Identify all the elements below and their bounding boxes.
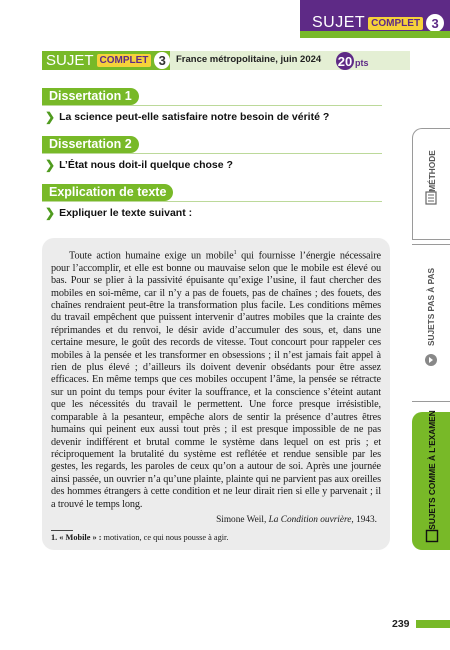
subject-complet-badge: COMPLET bbox=[97, 54, 152, 67]
section-divider bbox=[42, 201, 382, 202]
banner-complet-badge: COMPLET bbox=[368, 17, 423, 30]
exam-source: France métropolitaine, juin 2024 bbox=[176, 54, 322, 65]
section-divider bbox=[42, 153, 382, 154]
section-heading-dissertation-2: Dissertation 2 bbox=[42, 136, 139, 153]
subject-number: 3 bbox=[154, 52, 170, 69]
points-value: 20 bbox=[337, 53, 353, 69]
section-heading-dissertation-1: Dissertation 1 bbox=[42, 88, 139, 105]
question-text: L’État nous doit-il quelque chose ? bbox=[59, 159, 233, 171]
page-number: 239 bbox=[392, 618, 410, 630]
attribution bbox=[51, 515, 377, 525]
footnote-mark: 1 bbox=[233, 250, 237, 256]
footnote-rule bbox=[51, 530, 73, 531]
subject-sujet: SUJET bbox=[46, 52, 94, 69]
question-dissertation-1 bbox=[45, 110, 329, 124]
sidebar-tab-examen[interactable] bbox=[412, 412, 450, 550]
question-explication bbox=[45, 206, 192, 220]
book-icon bbox=[425, 191, 438, 210]
banner-number: 3 bbox=[426, 14, 444, 32]
work-title: La Condition ouvrière bbox=[268, 514, 352, 525]
extract-text-body: qui fournisse l’énergie nécessaire pour l’accomplir, et elle est bonne ou mauvaise selon que le mobile est élevé ou bas. Pour se plier à la passivité épuisante qu’exige l’usine, il faut chercher des mobiles en soi-même, car il n’y a pas de fouets, pas de chaînes ; des fouets, des chaînes rendraient peut-être la transformation plus facile. Les conditions mêmes du travail empêchent que puissent intervenir d’autres mobiles que la crainte des réprimandes et du renvoi, le désir avide d’accumuler des sous, et, dans une certaine mesure, le goût des records de vitesse. Tout concourt pour rappeler ces mobiles à la pensée et les transformer en obsessions ; il n’est jamais fait appel à rien de plus élevé ; d’ailleurs ils doivent devenir obsédants pour être assez efficaces. En même temps que ces mobiles occupent l’âme, la pensée se rétracte sur un point du temps pour éviter la souffrance, et la conscience s’éteint autant que les nécessités du travail le permettent. Une force presque irrésistible, comparable à la pesanteur, empêche alors de sentir la présence d’autres êtres humains qui peinent eux aussi tout près ; il est presque impossible de ne pas devenir indifférent et brutal comme le système dans lequel on est pris ; et réciproquement la brutalité du système est reflétée et rendue sensible par les gestes, les regards, les paroles de ceux qu’on a autour de soi. Après une journée ainsi passée, un ouvrier n’a qu’une plainte, plainte qui ne parvient pas aux oreilles des hommes étrangers à cette condition et ne leur dirait rien si elle y parvenait ; il a trouvé le temps long. bbox=[51, 250, 381, 510]
extract-paragraph bbox=[51, 247, 381, 511]
chevron-right-icon: ❯ bbox=[45, 158, 56, 172]
points-unit: pts bbox=[355, 57, 369, 68]
footnote bbox=[51, 533, 381, 542]
sidebar-tab-label: SUJETS PAS À PAS bbox=[426, 268, 436, 347]
section-heading-explication: Explication de texte bbox=[42, 184, 173, 201]
chevron-right-icon: ❯ bbox=[45, 110, 56, 124]
arrow-circle-icon bbox=[424, 353, 438, 372]
footnote-text: motivation, ce qui nous pousse à agir. bbox=[101, 532, 229, 542]
sidebar-tab-methode[interactable] bbox=[412, 128, 450, 240]
document-icon bbox=[425, 529, 439, 548]
subject-label bbox=[42, 51, 170, 70]
sidebar-tab-label: MÉTHODE bbox=[426, 150, 437, 192]
banner-strip bbox=[300, 31, 450, 38]
sidebar-tab-pas-a-pas[interactable] bbox=[412, 244, 450, 402]
banner-sujet: SUJET bbox=[312, 14, 366, 31]
question-dissertation-2 bbox=[45, 158, 233, 172]
author-name: Simone Weil, bbox=[216, 514, 267, 525]
text-extract-box bbox=[42, 238, 390, 550]
top-banner bbox=[300, 0, 450, 38]
question-text: Expliquer le texte suivant : bbox=[59, 207, 193, 219]
points-badge bbox=[336, 52, 369, 70]
section-divider bbox=[42, 105, 382, 106]
sidebar-tab-label: SUJETS COMME À L’EXAMEN bbox=[426, 410, 437, 530]
subject-header bbox=[42, 51, 410, 70]
page-number-bar bbox=[416, 620, 450, 628]
question-text: La science peut-elle satisfaire notre besoin de vérité ? bbox=[59, 111, 330, 123]
footnote-label: 1. « Mobile » : bbox=[51, 532, 102, 542]
extract-text-start: Toute action humaine exige un mobile bbox=[69, 250, 234, 262]
chevron-right-icon: ❯ bbox=[45, 206, 56, 220]
work-year: , 1943. bbox=[351, 514, 377, 525]
